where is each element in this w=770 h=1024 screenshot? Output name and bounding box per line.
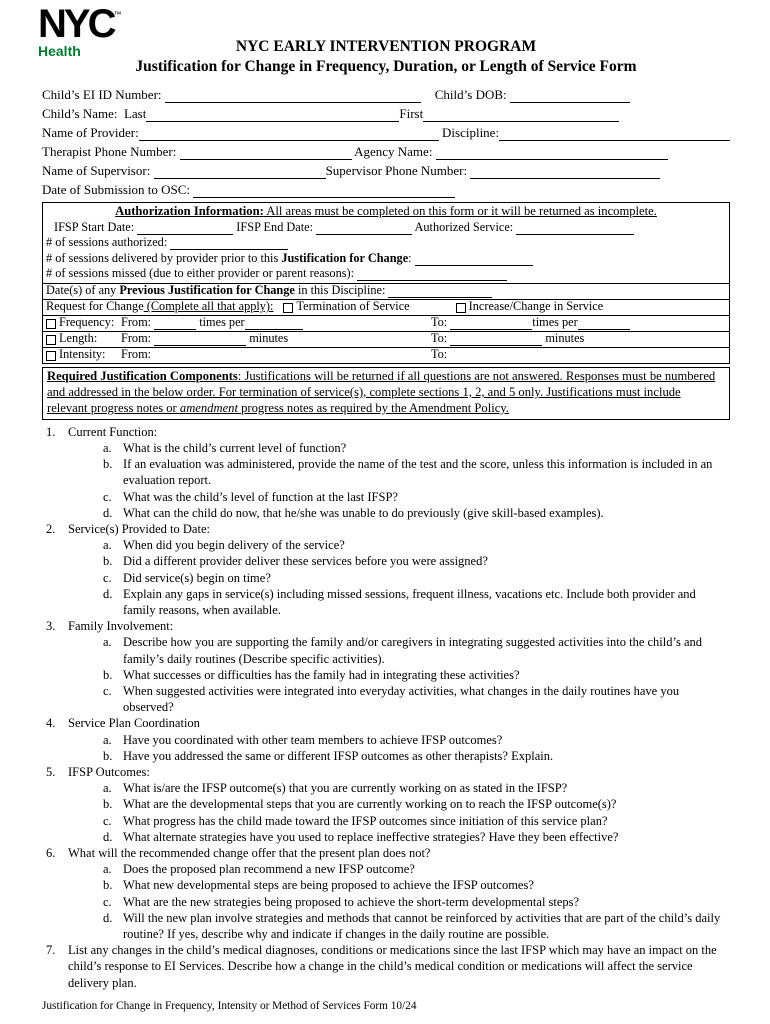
question-section-heading (46, 764, 730, 780)
section-number: 3. (46, 619, 56, 634)
dob-blank[interactable] (510, 90, 630, 103)
item-text: Will the new plan involve strategies and methods that cannot be reinforced by activities that are part of the child’s daily routine? If yes, describe why and indicate if changes in the daily routine are possible. (123, 910, 721, 942)
item-letter: b. (103, 878, 113, 893)
field-row-provider (42, 122, 730, 141)
intensity-from-label: From: (121, 347, 152, 362)
required-justification-text-1: Justifications will be returned if all questions are not answered. Responses must be numbered and addressed in the below order. For termination of service(s), complete sections 1, 2, and 5 only. Justifications must include relevant progress notes or (47, 369, 716, 415)
required-justification-section (42, 367, 730, 419)
item-letter: a. (103, 732, 112, 747)
intensity-to-group (431, 347, 447, 362)
frequency-unit1-label: times per (196, 315, 245, 330)
required-justification-colon: : (237, 369, 245, 384)
section-title: Family Involvement: (68, 619, 174, 634)
question-item (46, 634, 730, 666)
question-item (46, 586, 730, 618)
authorization-section (42, 202, 730, 364)
question-item (46, 456, 730, 488)
authorization-heading: Authorization Information: (115, 204, 264, 218)
item-letter: a. (103, 781, 112, 796)
previous-justification-blank[interactable] (388, 286, 492, 298)
termination-label: Termination of Service (296, 299, 410, 314)
item-letter: c. (103, 489, 112, 504)
question-item (46, 505, 730, 521)
question-section-heading (46, 424, 730, 440)
required-justification-paragraph (47, 369, 724, 416)
question-section-heading (46, 715, 730, 731)
item-letter: d. (103, 910, 113, 925)
section-number: 1. (46, 424, 56, 439)
question-section (46, 424, 730, 521)
sessions-missed-label: # of sessions missed (due to either provider or parent reasons): (46, 266, 358, 281)
item-text: What are the new strategies being proposed to achieve the short-term developmental steps? (123, 894, 580, 909)
question-item (46, 780, 730, 796)
item-text: Explain any gaps in service(s) including missed sessions, frequent illness, vacations etc. Include both provider and family reasons, when available. (123, 586, 696, 617)
osc-date-blank[interactable] (193, 185, 455, 198)
question-item (46, 861, 730, 877)
question-item (46, 440, 730, 456)
discipline-label: Discipline: (438, 125, 500, 140)
item-text: What new developmental steps are being proposed to achieve the IFSP outcomes? (123, 878, 534, 893)
item-text: What progress has the child made toward the IFSP outcomes since initiation of this service plan? (123, 813, 608, 828)
item-letter: d. (103, 586, 113, 601)
form-subtitle: Justification for Change in Frequency, Duration, or Length of Service Form (135, 58, 637, 75)
termination-checkbox[interactable] (283, 303, 293, 313)
item-letter: c. (103, 813, 112, 828)
section-title: Service(s) Provided to Date: (68, 521, 210, 536)
length-checkbox[interactable] (46, 335, 56, 345)
frequency-unit2-blank[interactable] (578, 318, 630, 330)
item-letter: c. (103, 570, 112, 585)
section-number: 4. (46, 716, 56, 731)
therapist-phone-label: Therapist Phone Number: (42, 144, 180, 159)
field-row-name (42, 103, 730, 122)
length-unit1-label: minutes (246, 331, 289, 346)
request-for-change-row (43, 299, 729, 315)
question-item (46, 553, 730, 569)
previous-justification-bold: Previous Justification for Change (119, 283, 295, 298)
intensity-label: Intensity: (59, 347, 106, 362)
sessions-authorized-label: # of sessions authorized: (46, 235, 171, 250)
item-text: Did service(s) begin on time? (123, 570, 271, 585)
first-name-label: First (399, 106, 424, 121)
question-section-heading (46, 521, 730, 537)
ifsp-start-label: IFSP Start Date: (54, 219, 138, 234)
nyc-health-logo (38, 2, 122, 59)
section-title: What will the recommended change offer that the present plan does not? (68, 846, 431, 861)
question-item (46, 537, 730, 553)
item-letter: b. (103, 797, 113, 812)
item-letter: a. (103, 538, 112, 553)
dob-label: Child’s DOB: (434, 87, 510, 102)
item-text: When suggested activities were integrated into everyday activities, what changes in the daily routines have you observed? (123, 684, 680, 715)
sessions-delivered-label: # of sessions delivered by provider prior to this (46, 250, 282, 265)
sessions-delivered-bold: Justification for Change (281, 250, 409, 265)
previous-justification-rest: in this Discipline: (294, 283, 389, 298)
item-text: Have you addressed the same or different IFSP outcomes as other therapists? Explain. (123, 748, 554, 763)
section-title: Service Plan Coordination (68, 716, 200, 731)
frequency-to-label: To: (431, 315, 451, 330)
item-text: What was the child’s level of function at the last IFSP? (123, 489, 398, 504)
discipline-blank[interactable] (499, 128, 730, 141)
length-from-label: From: (121, 331, 155, 346)
item-letter: a. (103, 862, 112, 877)
length-unit2-label: minutes (542, 331, 585, 346)
demographics-section (42, 84, 730, 198)
request-change-label: Request for Change (46, 299, 144, 314)
increase-checkbox[interactable] (456, 303, 466, 313)
question-section (46, 521, 730, 618)
question-section-heading (46, 845, 730, 861)
ifsp-start-blank[interactable] (137, 223, 233, 235)
section-title: Current Function: (68, 424, 158, 439)
item-text: Did a different provider deliver these services before you were assigned? (123, 554, 488, 569)
required-justification-heading: Required Justification Components (47, 369, 238, 384)
nyc-logo-text: NYC (38, 2, 114, 46)
item-letter: d. (103, 505, 113, 520)
length-row (43, 331, 729, 347)
sessions-missed-blank[interactable] (357, 269, 507, 281)
previous-justification-pre: Date(s) of any (46, 283, 120, 298)
provider-label: Name of Provider: (42, 125, 139, 140)
item-letter: a. (103, 635, 112, 650)
frequency-to-blank[interactable] (450, 318, 532, 330)
question-section (46, 715, 730, 764)
length-to-group (431, 331, 584, 346)
item-text: Does the proposed plan recommend a new IFSP outcome? (123, 862, 415, 877)
intensity-row (43, 347, 729, 363)
child-name-label: Child’s Name: Last (42, 106, 147, 121)
ifsp-dates-row (46, 219, 726, 235)
frequency-row (43, 315, 729, 331)
previous-justification-row (43, 283, 729, 299)
ei-id-blank[interactable] (165, 90, 421, 103)
section-number: 7. (46, 943, 56, 958)
item-letter: b. (103, 667, 113, 682)
form-title: NYC EARLY INTERVENTION PROGRAM (235, 38, 537, 55)
form-header (38, 2, 730, 82)
questions-list (42, 424, 730, 991)
item-text: What can the child do now, that he/she was unable to do previously (give skill-based examples). (123, 505, 604, 520)
item-letter: c. (103, 684, 112, 699)
frequency-label: Frequency: (59, 315, 115, 330)
question-section (46, 764, 730, 845)
frequency-from-label: From: (121, 315, 155, 330)
question-item (46, 829, 730, 845)
health-logo-text: Health (38, 43, 81, 59)
item-text: What successes or difficulties has the family had in integrating these activities? (123, 667, 520, 682)
item-text: What is the child’s current level of function? (123, 440, 347, 455)
question-section-heading (46, 618, 730, 634)
question-item (46, 570, 730, 586)
field-row-osc-date (42, 179, 730, 198)
sessions-delivered-colon: : (408, 250, 415, 265)
ei-id-label: Child’s EI ID Number: (42, 87, 165, 102)
item-letter: b. (103, 554, 113, 569)
osc-date-label: Date of Submission to OSC: (42, 182, 194, 197)
sessions-authorized-row (46, 235, 726, 251)
item-text: If an evaluation was administered, provide the name of the test and the score, unless this information is included in an evaluation report. (123, 457, 713, 488)
authorization-heading-note: All areas must be completed on this form or it will be returned as incomplete. (263, 204, 657, 218)
question-item (46, 683, 730, 715)
intensity-to-label: To: (431, 347, 448, 362)
therapist-phone-blank[interactable] (180, 147, 352, 160)
frequency-to-group (431, 315, 630, 330)
item-letter: b. (103, 457, 113, 472)
agency-label: Agency Name: (351, 144, 436, 159)
ifsp-end-blank[interactable] (316, 223, 412, 235)
sessions-delivered-blank[interactable] (415, 254, 533, 266)
provider-blank[interactable] (139, 128, 439, 141)
question-item (46, 910, 730, 942)
sessions-missed-row (46, 266, 726, 282)
increase-label: Increase/Change in Service (468, 299, 604, 314)
supervisor-phone-label: Supervisor Phone Number: (325, 163, 471, 178)
length-from-blank[interactable] (154, 334, 246, 346)
frequency-unit2-label: times per (532, 315, 578, 330)
title-block (42, 8, 730, 76)
field-row-ei-id (42, 84, 730, 103)
last-name-blank[interactable] (146, 109, 399, 122)
section-title: IFSP Outcomes: (68, 765, 150, 780)
length-label: Length: (59, 331, 98, 346)
nyc-logo-wordmark (38, 2, 122, 46)
item-letter: b. (103, 748, 113, 763)
item-letter: d. (103, 829, 113, 844)
supervisor-label: Name of Supervisor: (42, 163, 154, 178)
item-letter: a. (103, 440, 112, 455)
section-number: 2. (46, 521, 56, 536)
sessions-delivered-row (46, 250, 726, 266)
item-text: What is/are the IFSP outcome(s) that you are currently working on as stated in the IFSP? (123, 781, 568, 796)
authorized-service-label: Authorized Service: (412, 219, 517, 234)
length-to-label: To: (431, 331, 451, 346)
item-text: Have you coordinated with other team members to achieve IFSP outcomes? (123, 732, 503, 747)
question-item (46, 667, 730, 683)
agency-blank[interactable] (436, 147, 668, 160)
question-section (46, 845, 730, 942)
footer-text: Justification for Change in Frequency, Intensity or Method of Services Form 10/24 (42, 1000, 417, 1012)
section-number: 5. (46, 765, 56, 780)
question-item (46, 489, 730, 505)
frequency-checkbox[interactable] (46, 319, 56, 329)
item-text: What are the developmental steps that you are currently working on to reach the IFSP outcome(s)? (123, 797, 617, 812)
section-number: 6. (46, 846, 56, 861)
supervisor-blank[interactable] (154, 166, 326, 179)
sessions-authorized-blank[interactable] (170, 238, 288, 250)
first-name-blank[interactable] (423, 109, 619, 122)
length-to-blank[interactable] (450, 334, 542, 346)
field-row-phone-agency (42, 141, 730, 160)
authorized-service-blank[interactable] (516, 223, 634, 235)
question-section (46, 618, 730, 715)
question-section-heading (46, 942, 730, 991)
item-text: Describe how you are supporting the family and/or caregivers in integrating suggested activities into the child’s and family’s daily routines (Describe specific activities). (123, 635, 703, 666)
question-item (46, 894, 730, 910)
frequency-unit1-blank[interactable] (245, 318, 303, 330)
required-justification-italic: amendment (179, 400, 238, 415)
request-change-apply-label: (Complete all that apply): (143, 299, 274, 314)
authorization-heading-line (46, 204, 726, 219)
ifsp-end-label: IFSP End Date: (233, 219, 317, 234)
question-item (46, 877, 730, 893)
supervisor-phone-blank[interactable] (470, 166, 660, 179)
item-letter: c. (103, 894, 112, 909)
question-item (46, 732, 730, 748)
section-title: List any changes in the child’s medical diagnoses, conditions or medications since the last IFSP which may have an impact on the child’s response to EI Services. Describe how a change in the child’s medical condition or medications will affect the service delivery plan. (68, 943, 717, 990)
question-section (46, 942, 730, 991)
required-justification-text-2: progress notes as required by the Amendment Policy. (237, 400, 509, 415)
item-text: When did you begin delivery of the service? (123, 538, 345, 553)
authorization-head-block (43, 203, 729, 283)
item-text: What alternate strategies have you used to replace ineffective strategies? Have they been effective? (123, 829, 619, 844)
question-item (46, 813, 730, 829)
field-row-supervisor (42, 160, 730, 179)
intensity-checkbox[interactable] (46, 351, 56, 361)
question-item (46, 796, 730, 812)
question-item (46, 748, 730, 764)
trademark-symbol: ™ (113, 10, 122, 19)
frequency-from-blank[interactable] (154, 318, 196, 330)
